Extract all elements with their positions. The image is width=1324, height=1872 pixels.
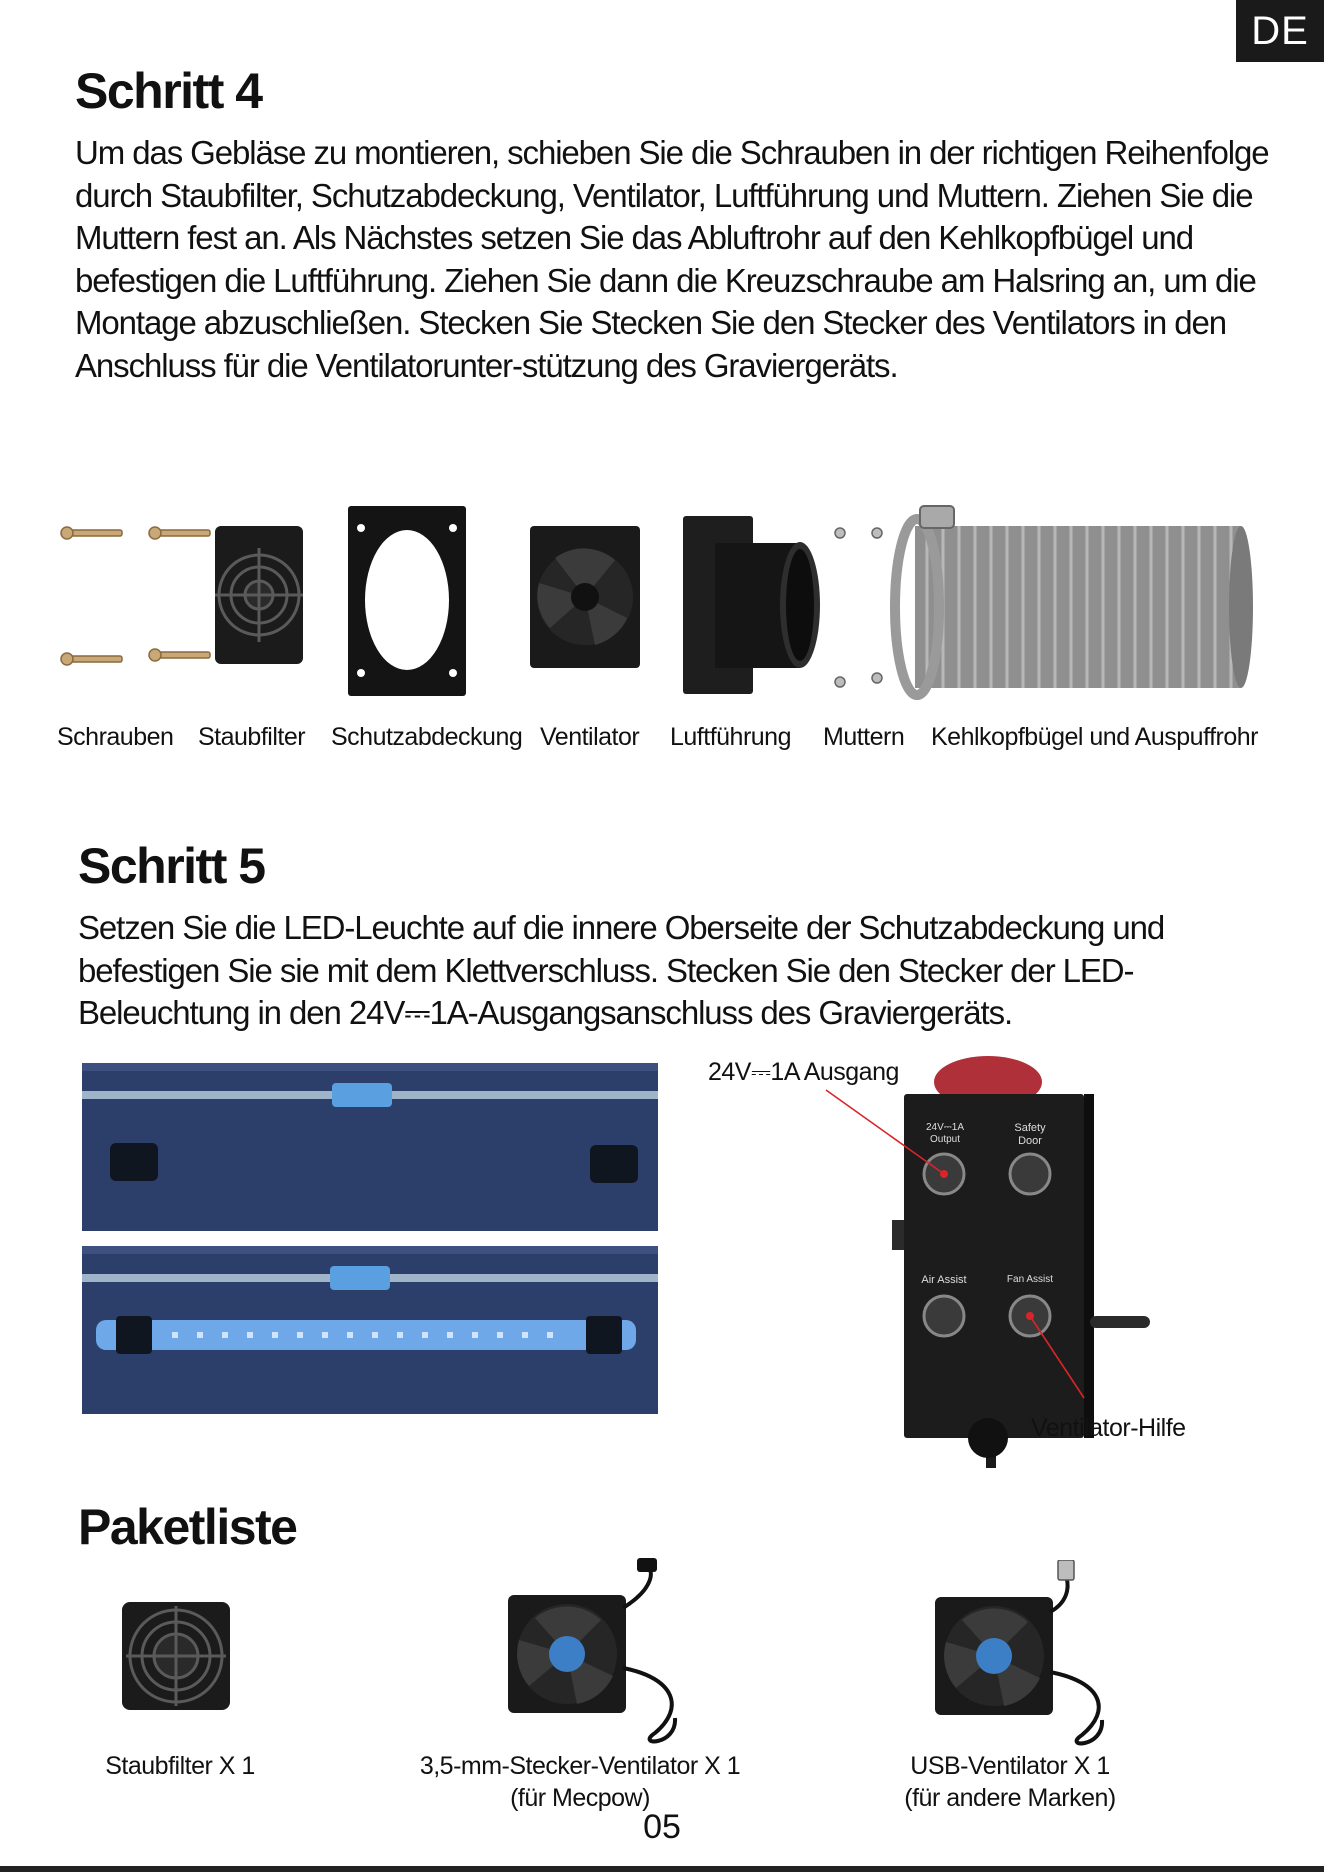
part-label-protective-cover: Schutzabdeckung [331,723,523,751]
package-item-label: 3,5-mm-Stecker-Ventilator X 1 [419,1752,741,1780]
callout-output-label: 24V⎓1A Ausgang [708,1058,899,1086]
package-item-sublabel: (für Mecpow) [510,1784,650,1812]
part-label-hose: Kehlkopfbügel und Auspuffrohr [931,723,1258,751]
page-bottom-border [0,1866,1324,1872]
panel-label-air: Air Assist [921,1274,967,1286]
dust-filter-image [215,526,303,664]
part-label-dust-filter: Staubfilter [198,723,306,751]
part-label-nuts: Muttern [823,723,905,751]
page-number: 05 [643,1808,681,1846]
package-title: Paketliste [78,1499,297,1555]
language-badge: DE [1236,0,1324,62]
air-duct-image [683,516,820,694]
fan-image [530,526,640,668]
package-item-label: USB-Ventilator X 1 [910,1752,1110,1780]
part-label-air-duct: Luftführung [670,723,791,751]
step5-title: Schritt 5 [78,838,265,894]
led-photo-after [82,1246,658,1414]
part-label-screws: Schrauben [57,723,174,751]
package-item-sublabel: (für andere Marken) [904,1784,1116,1812]
step5-text: Setzen Sie die LED-Leuchte auf die innere Oberseite der Schutzabdeckung und befestigen Sie sie mit dem Klettverschluss. Stecken Sie den Stecker der LED-Beleuchtung in den 24V⎓1A-Ausgangsanschluss des Graviergeräts. [78,909,1165,1031]
panel-label-safety: Safety Door [1014,1122,1046,1147]
package-35mm-fan-image [505,1558,705,1746]
led-photo-before [82,1063,658,1231]
callout-lines [820,1080,1120,1420]
exhaust-hose-image [895,506,1253,695]
panel-label-output: 24V⎓1A Output [925,1122,964,1145]
step4-parts-illustration [55,488,1295,708]
callout-fan-label: Ventilator-Hilfe [1031,1414,1186,1442]
package-dust-filter-image [120,1600,232,1712]
protective-cover-image [348,506,466,696]
part-label-fan: Ventilator [540,723,640,751]
step4-title: Schritt 4 [75,63,262,119]
screws-image [61,527,210,665]
step4-text: Um das Gebläse zu montieren, schieben Sie die Schrauben in der richtigen Reihenfolge durch Staubfilter, Schutzabdeckung, Ventilator, Luftführung und Muttern. Ziehen Sie die Muttern fest an. Als Nächstes setzen Sie das Abluftrohr auf den Kehlkopfbügel und befestigen die Luftführung. Ziehen Sie dann die Kreuzschraube am Halsring an, um die Montage abzuschließen. Stecken Sie Stecken Sie den Stecker des Ventilators in den Anschluss für die Ventilatorunter-stützung des Graviergeräts. [75,134,1269,384]
panel-label-fan: Fan Assist [1006,1274,1054,1285]
package-usb-fan-image [932,1560,1132,1748]
nuts-image [835,528,882,687]
package-item-label: Staubfilter X 1 [105,1752,255,1780]
